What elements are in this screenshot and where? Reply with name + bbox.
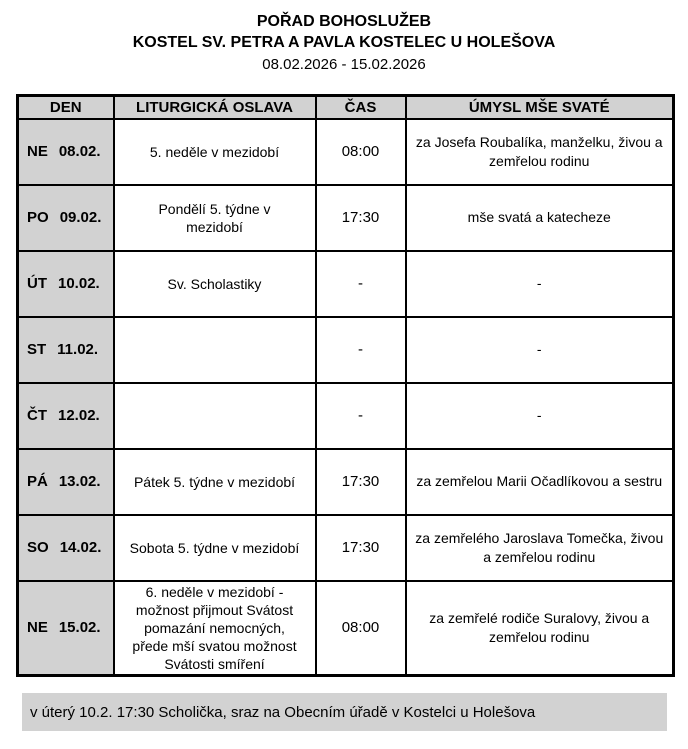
day-cell <box>18 581 114 676</box>
title-block <box>0 0 688 75</box>
celebration-cell <box>114 383 316 449</box>
day-abbr: PÁ <box>27 473 48 490</box>
celebration-cell: Pondělí 5. týdne v mezidobí <box>114 185 316 251</box>
header-row <box>18 96 674 119</box>
table-row-ct-1202 <box>18 383 674 449</box>
day-abbr: SO <box>27 539 49 556</box>
day-date: 13.02. <box>58 473 101 490</box>
day-cell <box>18 251 114 317</box>
day-cell <box>18 383 114 449</box>
time-cell: 08:00 <box>316 581 406 676</box>
day-cell <box>18 449 114 515</box>
footer-note: v úterý 10.2. 17:30 Scholička, sraz na Obecním úřadě v Kostelci u Holešova <box>22 693 667 731</box>
day-date: 10.02. <box>58 275 100 292</box>
time-cell: 17:30 <box>316 185 406 251</box>
day-date: 15.02. <box>58 619 101 637</box>
time-cell: 17:30 <box>316 449 406 515</box>
time-cell: - <box>316 383 406 449</box>
church-name: KOSTEL SV. PETRA A PAVLA KOSTELEC U HOLEŠOVA <box>132 34 556 51</box>
intention-cell: - <box>406 317 674 383</box>
day-abbr: NE <box>27 143 48 160</box>
celebration-cell: 6. neděle v mezidobí - možnost přijmout Svátost pomazání nemocných, přede mší svatou možnost Svátosti smíření <box>114 581 316 676</box>
celebration-cell: Sv. Scholastiky <box>114 251 316 317</box>
celebration-cell: Sobota 5. týdne v mezidobí <box>114 515 316 581</box>
col-header-cas: ČAS <box>316 96 406 119</box>
time-cell: - <box>316 317 406 383</box>
day-date: 14.02. <box>59 539 102 556</box>
table-row-ut-1002 <box>18 251 674 317</box>
day-date: 08.02. <box>58 143 101 160</box>
col-header-umysl: ÚMYSL MŠE SVATÉ <box>406 96 674 119</box>
table-row-pa-1302 <box>18 449 674 515</box>
intention-cell: za zemřelou Marii Očadlíkovou a sestru <box>406 449 674 515</box>
day-cell <box>18 119 114 185</box>
celebration-cell: Pátek 5. týdne v mezidobí <box>114 449 316 515</box>
day-abbr: ÚT <box>27 275 47 292</box>
table-row-ne-0802 <box>18 119 674 185</box>
intention-cell: - <box>406 251 674 317</box>
intention-cell: - <box>406 383 674 449</box>
col-header-den: DEN <box>18 96 114 119</box>
table-row-so-1402 <box>18 515 674 581</box>
intention-cell: za Josefa Roubalíka, manželku, živou a zemřelou rodinu <box>406 119 674 185</box>
schedule-table <box>16 94 675 677</box>
day-abbr: PO <box>27 209 49 226</box>
time-cell: 17:30 <box>316 515 406 581</box>
day-date: 09.02. <box>59 209 102 226</box>
intention-cell: mše svatá a katecheze <box>406 185 674 251</box>
time-cell: - <box>316 251 406 317</box>
table-row-ne-1502 <box>18 581 674 676</box>
celebration-cell <box>114 317 316 383</box>
intention-cell: za zemřelé rodiče Suralovy, živou a zemřelou rodinu <box>406 581 674 676</box>
celebration-cell: 5. neděle v mezidobí <box>114 119 316 185</box>
table-row-st-1102 <box>18 317 674 383</box>
day-abbr: ST <box>27 341 47 358</box>
table-row-po-0902 <box>18 185 674 251</box>
page-title: POŘAD BOHOSLUŽEB <box>256 13 432 30</box>
day-cell <box>18 515 114 581</box>
col-header-liturgicka-oslava: LITURGICKÁ OSLAVA <box>114 96 316 119</box>
day-abbr: ČT <box>27 407 47 424</box>
day-cell <box>18 317 114 383</box>
time-cell: 08:00 <box>316 119 406 185</box>
date-range: 08.02.2026 - 15.02.2026 <box>262 56 426 73</box>
intention-cell: za zemřelého Jaroslava Tomečka, živou a zemřelou rodinu <box>406 515 674 581</box>
day-abbr: NE <box>27 619 48 637</box>
day-cell <box>18 185 114 251</box>
day-date: 11.02. <box>57 341 99 358</box>
day-date: 12.02. <box>58 407 100 424</box>
